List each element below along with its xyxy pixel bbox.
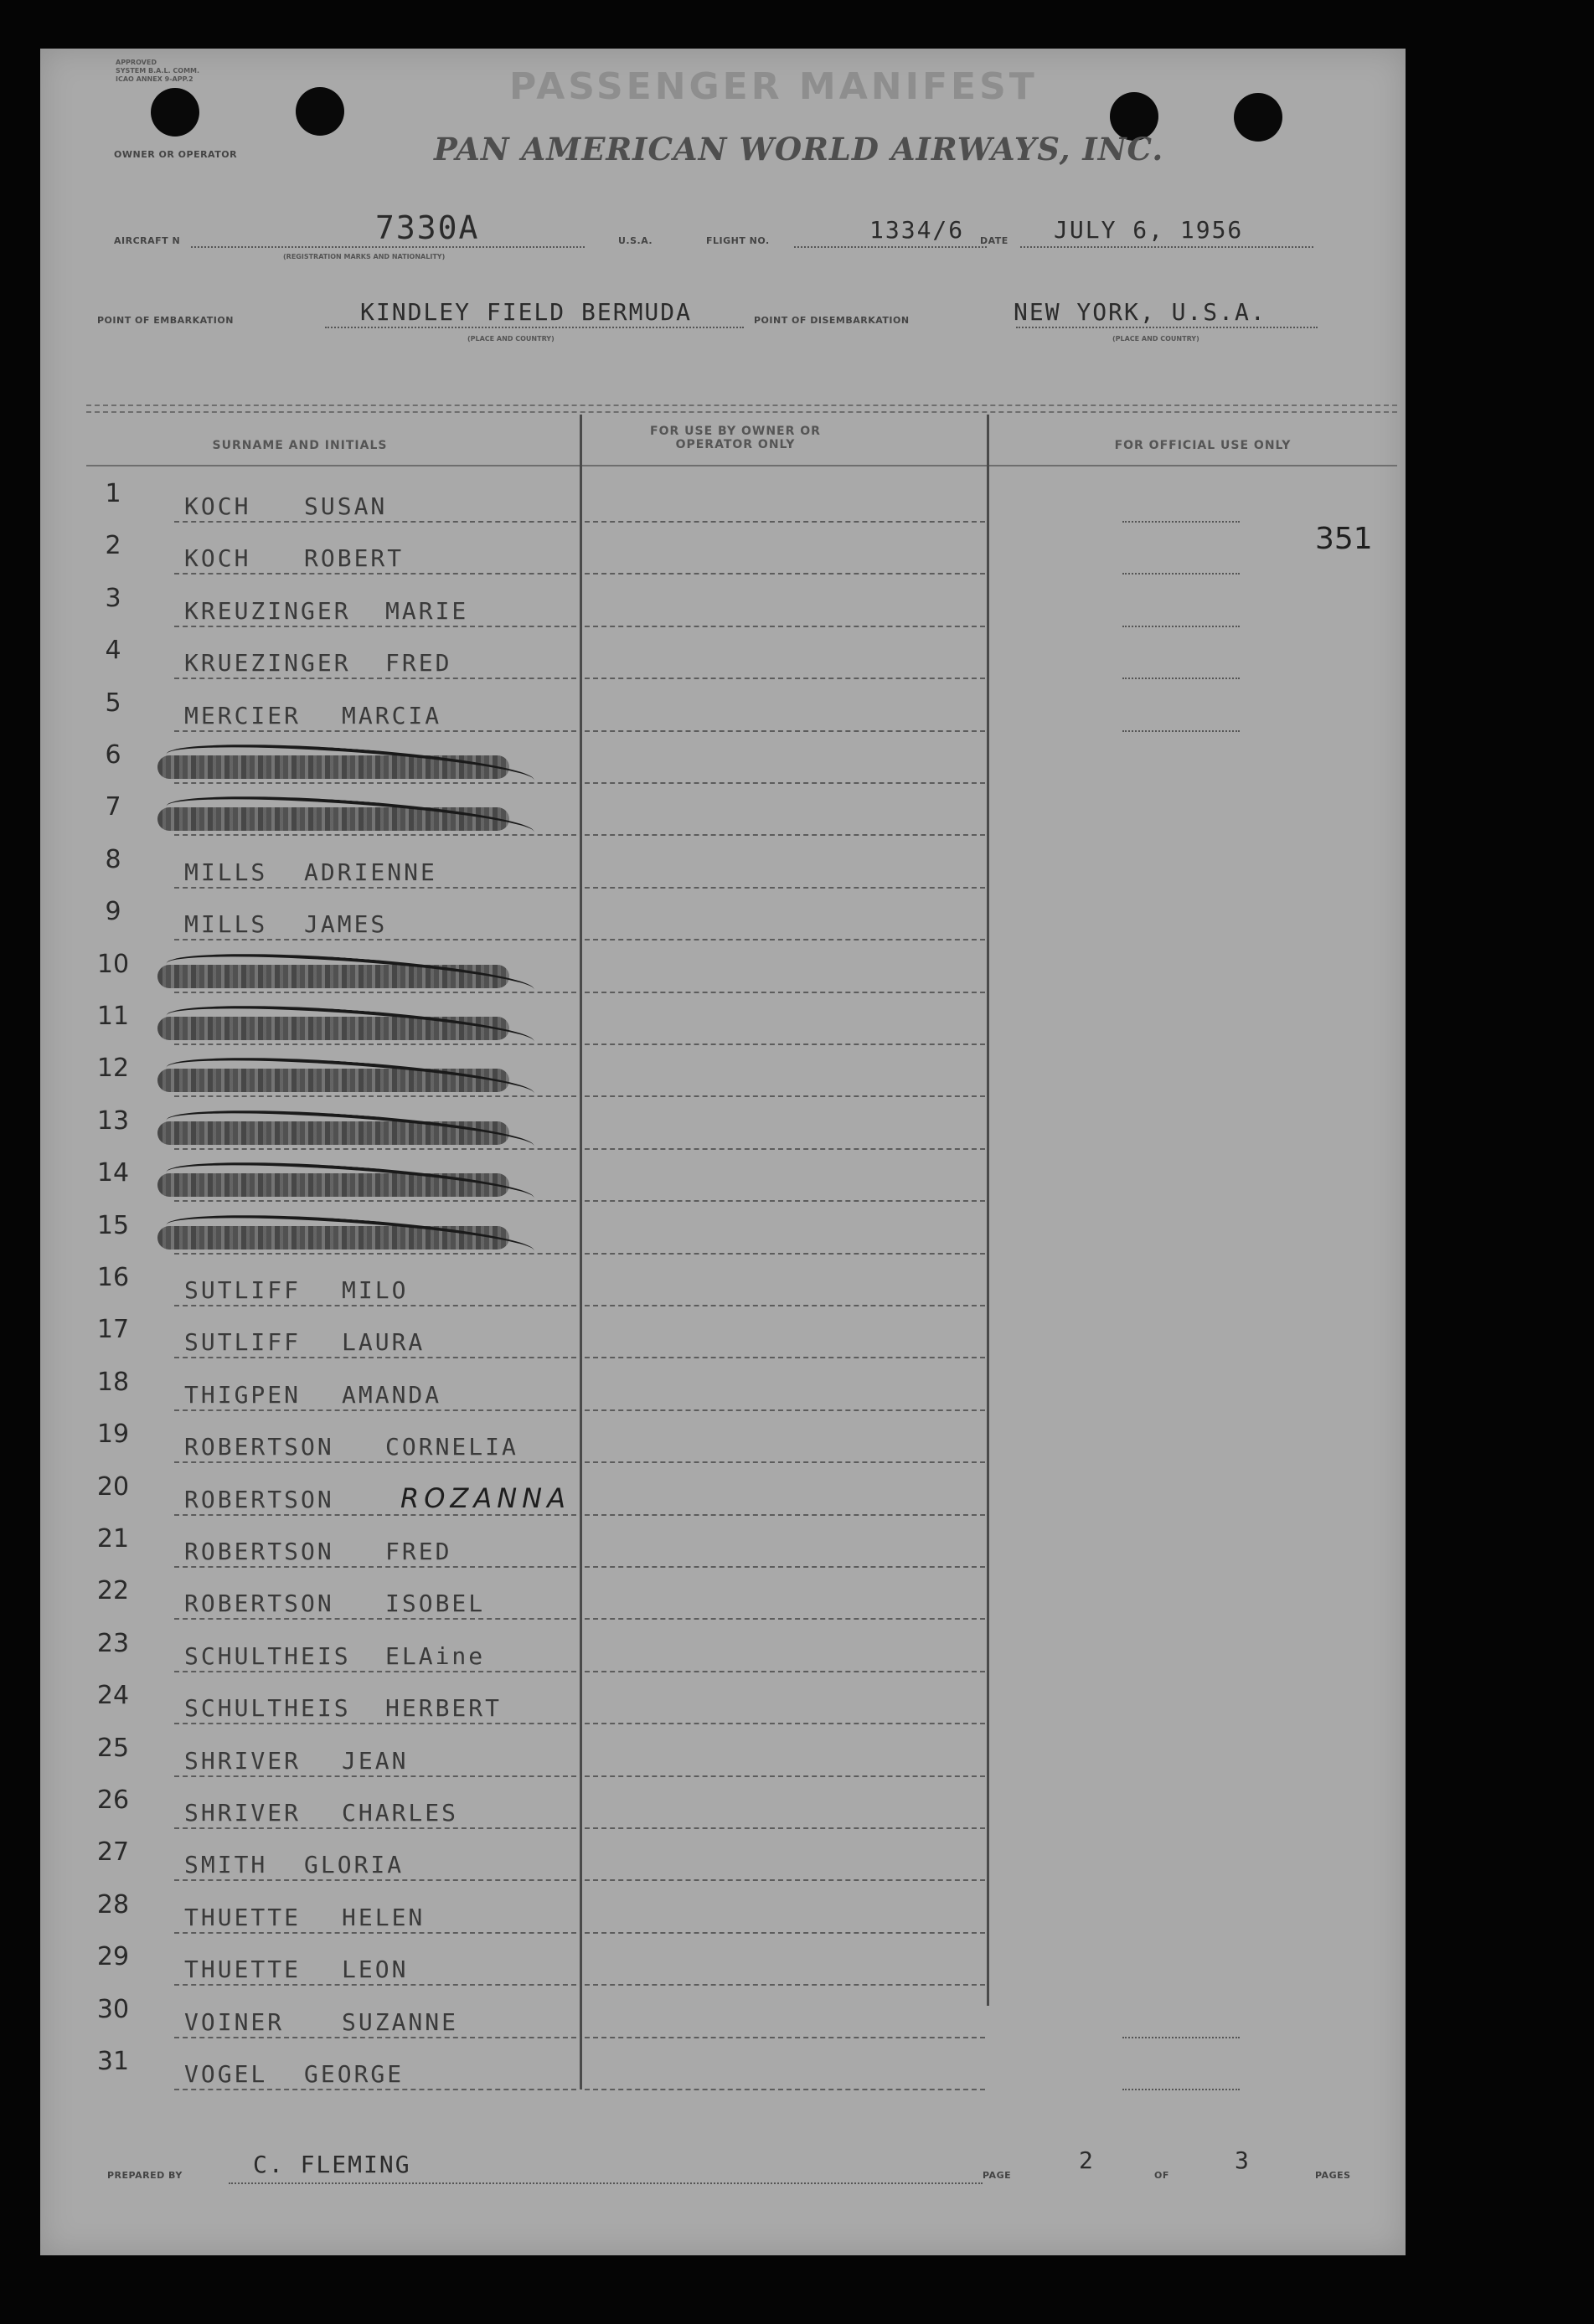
row-number: 1: [105, 479, 121, 508]
row-number: 21: [96, 1524, 130, 1554]
passenger-surname: VOINER: [184, 2008, 285, 2036]
column-official-use: FOR OFFICIAL USE ONLY: [1114, 439, 1292, 452]
row-number: 22: [96, 1576, 130, 1605]
row-number: 17: [96, 1315, 130, 1344]
margin-number: 351: [1315, 522, 1373, 556]
passenger-given-name: MARCIA: [342, 702, 442, 729]
row-number: 2: [105, 531, 121, 560]
passenger-given-name: MARIE: [385, 597, 469, 625]
approval-line-2: SYSTEM B.A.L. COMM.: [116, 67, 200, 75]
redaction-stroke: [165, 788, 535, 851]
passenger-given-name: SUSAN: [304, 492, 388, 520]
row-number: 4: [105, 636, 121, 665]
row-number: 30: [96, 1995, 130, 2024]
row-number: 8: [105, 845, 121, 874]
passenger-given-name: CHARLES: [342, 1799, 459, 1827]
owner-name: PAN AMERICAN WORLD AIRWAYS, INC.: [434, 131, 1164, 167]
passenger-surname: THUETTE: [184, 1956, 302, 1983]
embarkation-label: POINT OF EMBARKATION: [97, 315, 234, 326]
redaction-stroke: [165, 1049, 535, 1112]
row-number: 24: [96, 1681, 130, 1710]
passenger-given-name: GLORIA: [304, 1851, 405, 1878]
approval-line-3: ICAO ANNEX 9-APP.2: [116, 75, 193, 83]
row-number: 13: [96, 1106, 130, 1136]
passenger-given-name: ROBERT: [304, 544, 405, 572]
row-number: 23: [96, 1629, 130, 1658]
of-label: OF: [1154, 2170, 1169, 2181]
row-number: 12: [96, 1054, 130, 1083]
page-label: PAGE: [983, 2170, 1012, 2181]
row-number: 29: [96, 1942, 130, 1971]
passenger-given-name: SUZANNE: [342, 2008, 459, 2036]
passenger-surname: ROBERTSON: [184, 1538, 334, 1565]
passenger-surname: ROBERTSON: [184, 1486, 334, 1513]
row-number: 25: [96, 1734, 130, 1763]
passenger-given-name: FRED: [385, 649, 452, 677]
redaction-stroke: [165, 736, 535, 799]
row-number: 6: [105, 740, 121, 770]
row-number: 27: [96, 1837, 130, 1867]
row-number: 19: [96, 1420, 130, 1449]
column-surname: SURNAME AND INITIALS: [212, 439, 388, 452]
row-number: 18: [96, 1368, 130, 1397]
pages-label: PAGES: [1315, 2170, 1351, 2181]
row-number: 28: [96, 1890, 130, 1919]
page-title: PASSENGER MANIFEST: [509, 65, 1038, 108]
passenger-surname: MERCIER: [184, 702, 302, 729]
punch-hole-4: [1234, 93, 1282, 142]
flight-number: 1334/6: [869, 216, 965, 244]
redaction-stroke: [165, 1102, 535, 1165]
disembarkation-place: NEW YORK, U.S.A.: [1014, 298, 1266, 326]
aircraft-sublabel: (REGISTRATION MARKS AND NATIONALITY): [283, 253, 446, 260]
row-number: 11: [96, 1002, 130, 1031]
approval-line-1: APPROVED: [116, 59, 157, 66]
flight-date: JULY 6, 1956: [1054, 216, 1244, 244]
passenger-surname: KOCH: [184, 492, 251, 520]
passenger-given-name: GEORGE: [304, 2060, 405, 2088]
passenger-surname: SHRIVER: [184, 1799, 302, 1827]
column-owner-use: FOR USE BY OWNER OR OPERATOR ONLY: [650, 425, 821, 451]
manifest-sheet: [40, 49, 1406, 2255]
row-number: 3: [105, 584, 121, 613]
passenger-surname: THUETTE: [184, 1904, 302, 1931]
date-label: DATE: [980, 235, 1009, 246]
passenger-surname: KOCH: [184, 544, 251, 572]
prepared-label: PREPARED BY: [107, 2170, 183, 2181]
row-number: 7: [105, 792, 121, 822]
row-number: 10: [96, 950, 130, 979]
passenger-surname: MILLS: [184, 858, 268, 886]
passenger-given-name: ELAine: [385, 1642, 486, 1670]
passenger-given-name: MILO: [342, 1276, 409, 1304]
row-number: 26: [96, 1786, 130, 1815]
passenger-surname: VOGEL: [184, 2060, 268, 2088]
passenger-given-name: HELEN: [342, 1904, 426, 1931]
redaction-stroke: [165, 946, 535, 1008]
page-total: 3: [1235, 2146, 1251, 2174]
row-number: 15: [96, 1211, 130, 1240]
passenger-given-name: LEON: [342, 1956, 409, 1983]
passenger-given-name: AMANDA: [342, 1381, 442, 1409]
passenger-given-name: ISOBEL: [385, 1590, 486, 1617]
disembarkation-sublabel: (PLACE AND COUNTRY): [1112, 335, 1199, 343]
punch-hole-1: [151, 88, 199, 137]
flight-label: FLIGHT NO.: [706, 235, 770, 246]
passenger-surname: SHRIVER: [184, 1747, 302, 1775]
passenger-given-name: HERBERT: [385, 1694, 503, 1722]
disembarkation-label: POINT OF DISEMBARKATION: [754, 315, 910, 326]
page-number: 2: [1079, 2146, 1095, 2174]
passenger-surname: SUTLIFF: [184, 1328, 302, 1356]
passenger-surname: SCHULTHEIS: [184, 1642, 351, 1670]
passenger-surname: ROBERTSON: [184, 1433, 334, 1461]
passenger-surname: SUTLIFF: [184, 1276, 302, 1304]
passenger-surname: ROBERTSON: [184, 1590, 334, 1617]
passenger-surname: KREUZINGER: [184, 597, 351, 625]
aircraft-label: AIRCRAFT N: [114, 235, 181, 246]
passenger-given-name: JAMES: [304, 910, 388, 938]
row-number: 16: [96, 1263, 130, 1292]
usa-label: U.S.A.: [618, 235, 653, 246]
aircraft-number: 7330A: [375, 209, 480, 246]
redaction-stroke: [165, 1154, 535, 1217]
owner-label: OWNER OR OPERATOR: [114, 149, 238, 160]
redaction-stroke: [165, 997, 535, 1060]
prepared-by: C. FLEMING: [253, 2151, 411, 2178]
embarkation-place: KINDLEY FIELD BERMUDA: [360, 298, 693, 326]
passenger-surname: SMITH: [184, 1851, 268, 1878]
passenger-surname: KRUEZINGER: [184, 649, 351, 677]
passenger-given-name: FRED: [385, 1538, 452, 1565]
passenger-given-name: JEAN: [342, 1747, 409, 1775]
embarkation-sublabel: (PLACE AND COUNTRY): [467, 335, 555, 343]
row-number: 5: [105, 688, 121, 718]
passenger-given-name: CORNELIA: [385, 1433, 518, 1461]
row-number: 20: [96, 1472, 130, 1502]
row-number: 9: [105, 897, 121, 926]
row-number: 31: [96, 2047, 130, 2076]
passenger-surname: SCHULTHEIS: [184, 1694, 351, 1722]
redaction-stroke: [165, 1207, 535, 1270]
passenger-surname: MILLS: [184, 910, 268, 938]
row-number: 14: [96, 1158, 130, 1188]
passenger-given-name: ROZANNA: [400, 1482, 570, 1514]
passenger-given-name: LAURA: [342, 1328, 426, 1356]
passenger-surname: THIGPEN: [184, 1381, 302, 1409]
punch-hole-2: [296, 87, 344, 136]
passenger-given-name: ADRIENNE: [304, 858, 437, 886]
